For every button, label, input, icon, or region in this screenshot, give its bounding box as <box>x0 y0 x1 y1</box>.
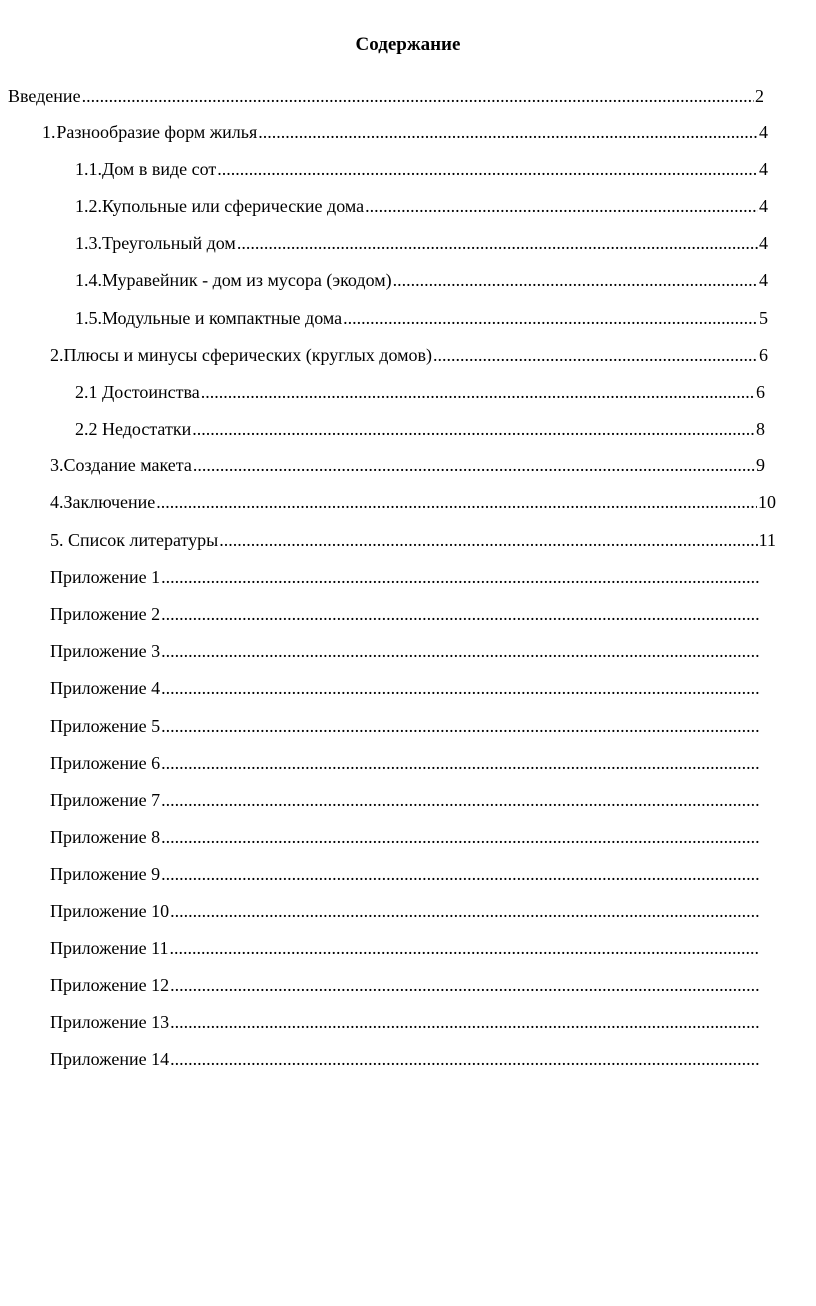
dot-leader <box>161 714 759 738</box>
dot-leader <box>193 453 755 477</box>
dot-leader <box>170 899 759 923</box>
dot-leader <box>161 751 759 775</box>
toc-entry[interactable] <box>50 751 760 775</box>
toc-entry[interactable] <box>50 528 776 552</box>
dot-leader <box>161 639 759 663</box>
toc-entry-page: 4 <box>759 159 768 179</box>
toc-entry[interactable] <box>50 788 760 812</box>
toc-entry-label: Приложение 3 <box>50 641 161 661</box>
dot-leader <box>161 565 759 589</box>
toc-entry[interactable] <box>50 453 765 477</box>
toc-entry[interactable] <box>50 973 760 997</box>
toc-entry-label: Заключение <box>63 492 156 512</box>
toc-entry[interactable] <box>50 1047 760 1071</box>
toc-entry-label: Приложение 10 <box>50 901 170 921</box>
toc-entry[interactable] <box>50 602 760 626</box>
toc-entry[interactable] <box>50 936 760 960</box>
toc-entry[interactable] <box>50 676 760 700</box>
toc-entry-label: Приложение 12 <box>50 975 170 995</box>
toc-entry-label: Треугольный дом <box>102 233 236 253</box>
toc-entry-label: Плюсы и минусы сферических (круглых домов) <box>63 345 432 365</box>
toc-entry[interactable] <box>50 899 760 923</box>
toc-entry-label: 2.2 Недостатки <box>75 419 192 439</box>
toc-entry-label: Приложение 14 <box>50 1049 170 1069</box>
toc-entry-number: 4. <box>50 492 64 512</box>
dot-leader <box>170 1010 759 1034</box>
toc-entry-label: Модульные и компактные дома <box>102 308 343 328</box>
toc-entry-number: 1. <box>42 122 56 142</box>
toc-entry-page: 4 <box>759 122 768 142</box>
toc-entry-number: 3. <box>50 455 64 475</box>
toc-entry[interactable] <box>75 157 768 181</box>
dot-leader <box>237 231 758 255</box>
toc-entry[interactable] <box>75 417 765 441</box>
toc-entry-page: 10 <box>758 492 776 512</box>
toc-entry-page: 5 <box>759 308 768 328</box>
toc-entry-label: Приложение 11 <box>50 938 169 958</box>
toc-entry-page: 9 <box>756 455 765 475</box>
toc-entry-label: 2.1 Достоинства <box>75 382 200 402</box>
dot-leader <box>192 417 755 441</box>
toc-entry-label: Создание макета <box>63 455 192 475</box>
dot-leader <box>161 788 759 812</box>
toc-entry-label: Приложение 1 <box>50 567 161 587</box>
toc-entry-label: Приложение 2 <box>50 604 161 624</box>
toc-entry-label: Приложение 13 <box>50 1012 170 1032</box>
toc-entry[interactable] <box>75 194 768 218</box>
toc-entry-label: Приложение 6 <box>50 753 161 773</box>
dot-leader <box>170 973 759 997</box>
dot-leader <box>365 194 758 218</box>
toc-entry-label: Разнообразие форм жилья <box>56 122 258 142</box>
toc-entry-label: Введение <box>8 86 81 106</box>
dot-leader <box>161 862 759 886</box>
toc-entry-page: 6 <box>759 345 768 365</box>
dot-leader <box>201 380 755 404</box>
toc-entry[interactable] <box>75 380 765 404</box>
toc-entry-number: 1.5. <box>75 308 102 328</box>
toc-entry[interactable] <box>75 268 768 292</box>
toc-entry[interactable] <box>50 1010 760 1034</box>
dot-leader <box>161 602 759 626</box>
toc-entry-number: 1.4. <box>75 270 102 290</box>
toc-title: Содержание <box>355 34 461 55</box>
dot-leader <box>156 490 757 514</box>
dot-leader <box>169 936 759 960</box>
toc-entry[interactable] <box>50 565 760 589</box>
toc-entry-label: Приложение 8 <box>50 827 161 847</box>
dot-leader <box>170 1047 759 1071</box>
toc-entry-label: Дом в виде сот <box>102 159 217 179</box>
toc-entry[interactable] <box>50 862 760 886</box>
dot-leader <box>258 120 758 144</box>
dot-leader <box>217 157 758 181</box>
dot-leader <box>82 84 754 108</box>
toc-entry-label: Муравейник - дом из мусора (экодом) <box>102 270 392 290</box>
toc-entry-page: 2 <box>755 86 764 106</box>
toc-entry[interactable] <box>75 231 768 255</box>
toc-entry-number: 1.1. <box>75 159 102 179</box>
toc-entry[interactable] <box>75 306 768 330</box>
toc-entry[interactable] <box>50 825 760 849</box>
toc-entry-page: 11 <box>758 530 776 550</box>
toc-entry[interactable] <box>8 84 764 108</box>
toc-entry-number: 1.3. <box>75 233 102 253</box>
toc-entry-page: 8 <box>756 419 765 439</box>
toc-entry-label: Приложение 5 <box>50 716 161 736</box>
toc-entry[interactable] <box>50 639 760 663</box>
toc-entry-page: 6 <box>756 382 765 402</box>
toc-entry-label: Приложение 9 <box>50 864 161 884</box>
dot-leader <box>219 528 757 552</box>
dot-leader <box>393 268 758 292</box>
toc-entry-label: Приложение 7 <box>50 790 161 810</box>
toc-entry-label: Купольные или сферические дома <box>102 196 365 216</box>
dot-leader <box>161 825 759 849</box>
toc-entry[interactable] <box>50 490 776 514</box>
toc-entry[interactable] <box>50 714 760 738</box>
dot-leader <box>343 306 758 330</box>
toc-entry-page: 4 <box>759 196 768 216</box>
toc-entry-page: 4 <box>759 270 768 290</box>
toc-entry-label: 5. Список литературы <box>50 530 219 550</box>
toc-entry[interactable] <box>50 343 768 367</box>
toc-entry[interactable] <box>42 120 768 144</box>
toc-entry-number: 1.2. <box>75 196 102 216</box>
dot-leader <box>161 676 759 700</box>
toc-entry-label: Приложение 4 <box>50 678 161 698</box>
dot-leader <box>433 343 758 367</box>
toc-entry-number: 2. <box>50 345 64 365</box>
toc-entry-page: 4 <box>759 233 768 253</box>
